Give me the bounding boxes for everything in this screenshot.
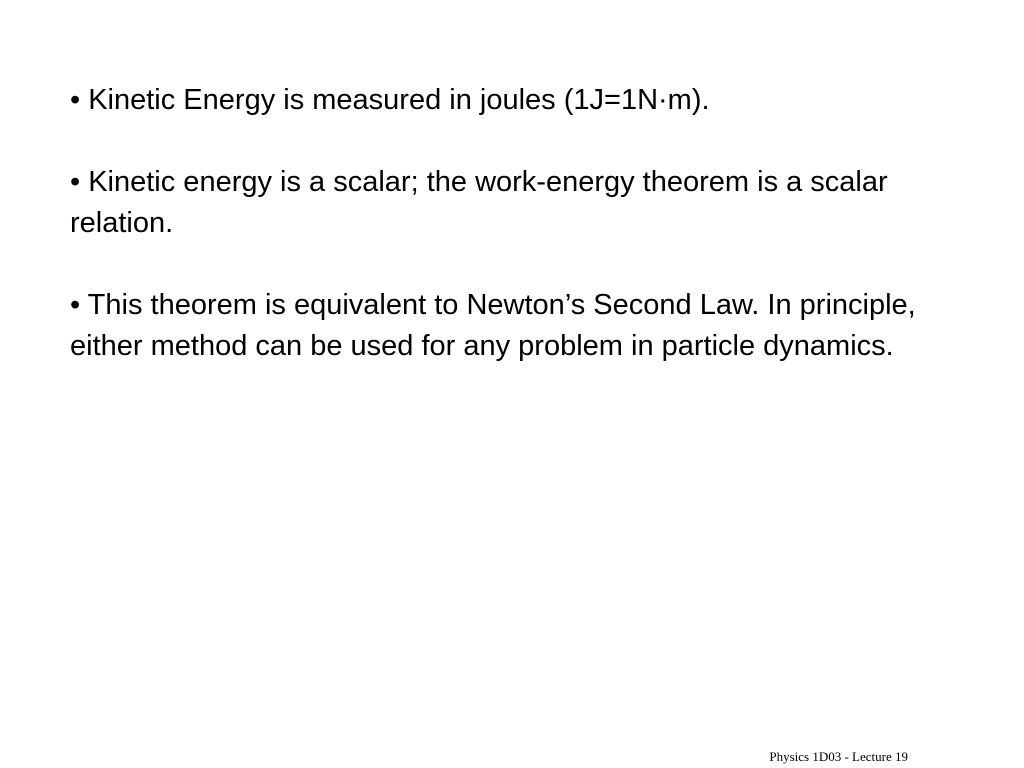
bullet-scalar-relation: • Kinetic energy is a scalar; the work-energy theorem is a scalar relation. [70,166,888,239]
bullet-newtons-second-law: • This theorem is equivalent to Newton’s Second Law. In principle, either method can be used for any problem in particle dynamics. [70,289,916,362]
bullet-kinetic-energy-units: • Kinetic Energy is measured in joules (1J=1N·m). [70,84,710,116]
slide-footer: Physics 1D03 - Lecture 19 [769,749,908,764]
slide-body [70,80,950,367]
